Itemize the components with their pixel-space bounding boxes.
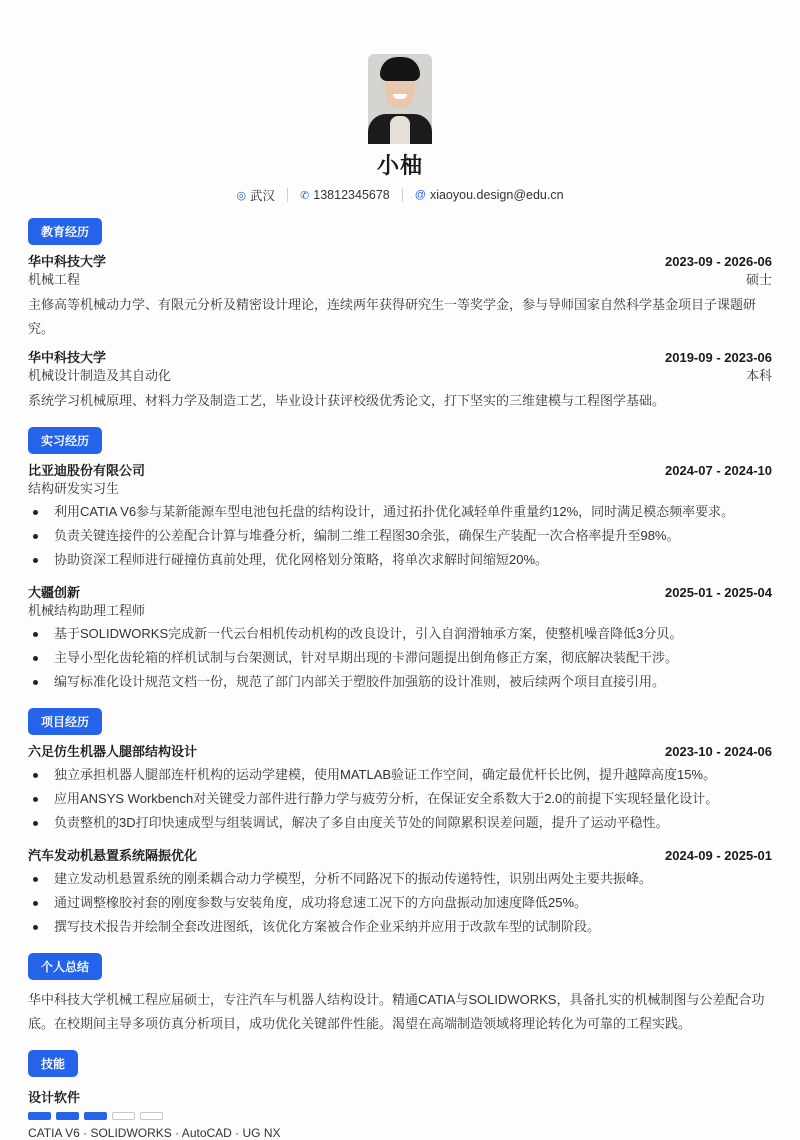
- skill-level-bar: [28, 1112, 772, 1120]
- profile-photo: [368, 54, 432, 140]
- bullet-item: 编写标准化设计规范文档一份，规范了部门内部关于塑胶件加强筋的设计准则，被后续两个项目直接引用。: [28, 670, 772, 694]
- contact-phone[interactable]: [300, 188, 390, 202]
- divider: [402, 188, 403, 202]
- bullet-item: 应用ANSYS Workbench对关键受力部件进行静力学与疲劳分析，在保证安全系数大于2.0的前提下实现轻量化设计。: [28, 787, 772, 811]
- education-description: 主修高等机械动力学、有限元分析及精密设计理论，连续两年获得研究生一等奖学金，参与导师国家自然科学基金项目子课题研究。: [28, 297, 757, 336]
- section-internship-label: 实习经历: [28, 427, 102, 454]
- internship-entry: [28, 462, 772, 572]
- bullet-item: 基于SOLIDWORKS完成新一代云台相机传动机构的改良设计，引入自润滑轴承方案，使整机噪音降低3分贝。: [28, 622, 772, 646]
- school-name: 华中科技大学: [28, 350, 107, 365]
- bullet-item: 负责关键连接件的公差配合计算与堆叠分析，编制二维工程图30余张，确保生产装配一次合格率提升至98%。: [28, 524, 772, 548]
- project-entry: [28, 847, 772, 939]
- level-segment-empty: [112, 1112, 135, 1120]
- contact-info: [28, 186, 772, 204]
- summary-text: 华中科技大学机械工程应届硕士，专注汽车与机器人结构设计。精通CATIA与SOLIDWORKS，具备扎实的机械制图与公差配合功底。在校期间主导多项仿真分析项目，成功优化关键部件性能。渴望在高端制造领域将理论转化为可靠的工程实践。: [28, 992, 765, 1031]
- education-entry: [28, 253, 772, 341]
- degree: 本科: [745, 368, 772, 383]
- section-projects-label: 项目经历: [28, 708, 102, 735]
- role: 结构研发实习生: [28, 481, 120, 496]
- location-pin-icon: ◎: [236, 189, 247, 202]
- bullet-list: [28, 763, 772, 835]
- bullet-item: 协助资深工程师进行碰撞仿真前处理，优化网格划分策略，将单次求解时间缩短20%。: [28, 548, 772, 572]
- bullet-list: [28, 867, 772, 939]
- bullet-item: 建立发动机悬置系统的刚柔耦合动力学模型，分析不同路况下的振动传递特性，识别出两处主要共振峰。: [28, 867, 772, 891]
- internship-entry: [28, 584, 772, 694]
- level-segment-filled: [56, 1112, 79, 1120]
- bullet-item: 通过调整橡胶衬套的刚度参数与安装角度，成功将怠速工况下的方向盘振动加速度降低25%。: [28, 891, 772, 915]
- role: 机械结构助理工程师: [28, 603, 146, 618]
- email-text: xiaoyou.design@edu.cn: [429, 188, 564, 202]
- at-email-icon: @: [414, 189, 426, 201]
- major: 机械设计制造及其自动化: [28, 368, 172, 383]
- location-text: 武汉: [250, 189, 276, 203]
- phone-text: 13812345678: [313, 188, 390, 202]
- education-entry: [28, 349, 772, 413]
- bullet-item: 独立承担机器人腿部连杆机构的运动学建模，使用MATLAB验证工作空间，确定最优杆长比例，提升越障高度15%。: [28, 763, 772, 787]
- level-segment-filled: [28, 1112, 51, 1120]
- date-range: 2025-01 - 2025-04: [665, 585, 772, 600]
- contact-location: [236, 186, 275, 204]
- contact-email[interactable]: [415, 188, 564, 202]
- candidate-name: 小柚: [376, 153, 423, 178]
- bullet-item: 撰写技术报告并绘制全套改进图纸，该优化方案被合作企业采纳并应用于改款车型的试制阶段。: [28, 915, 772, 939]
- degree: 硕士: [745, 272, 772, 287]
- company-name: 大疆创新: [28, 585, 81, 600]
- project-entry: [28, 743, 772, 835]
- date-range: 2023-10 - 2024-06: [665, 744, 772, 759]
- bullet-item: 利用CATIA V6参与某新能源车型电池包托盘的结构设计，通过拓扑优化减轻单件重量约12%，同时满足模态频率要求。: [28, 500, 772, 524]
- section-education-label: 教育经历: [28, 218, 102, 245]
- bullet-list: [28, 500, 772, 572]
- bullet-item: 负责整机的3D打印快速成型与组装调试，解决了多自由度关节处的间隙累积误差问题，提升了运动平稳性。: [28, 811, 772, 835]
- project-name: 六足仿生机器人腿部结构设计: [28, 744, 198, 759]
- project-name: 汽车发动机悬置系统隔振优化: [28, 848, 198, 863]
- skill-category: 设计软件: [28, 1090, 81, 1105]
- bullet-list: [28, 622, 772, 694]
- skill-list: CATIA V6 · SOLIDWORKS · AutoCAD · UG NX: [28, 1126, 281, 1140]
- resume-header: [28, 0, 772, 204]
- date-range: 2024-09 - 2025-01: [665, 848, 772, 863]
- phone-icon: ✆: [300, 189, 310, 202]
- major: 机械工程: [28, 272, 81, 287]
- section-summary-label: 个人总结: [28, 953, 102, 980]
- date-range: 2024-07 - 2024-10: [665, 463, 772, 478]
- bullet-item: 主导小型化齿轮箱的样机试制与台架测试，针对早期出现的卡滞问题提出倒角修正方案，彻底解决装配干涉。: [28, 646, 772, 670]
- company-name: 比亚迪股份有限公司: [28, 463, 146, 478]
- date-range: 2023-09 - 2026-06: [665, 254, 772, 269]
- section-skills-label: 技能: [28, 1050, 78, 1077]
- divider: [287, 188, 288, 202]
- school-name: 华中科技大学: [28, 254, 107, 269]
- level-segment-empty: [140, 1112, 163, 1120]
- level-segment-filled: [84, 1112, 107, 1120]
- date-range: 2019-09 - 2023-06: [665, 350, 772, 365]
- education-description: 系统学习机械原理、材料力学及制造工艺，毕业设计获评校级优秀论文，打下坚实的三维建模与工程图学基础。: [28, 393, 666, 408]
